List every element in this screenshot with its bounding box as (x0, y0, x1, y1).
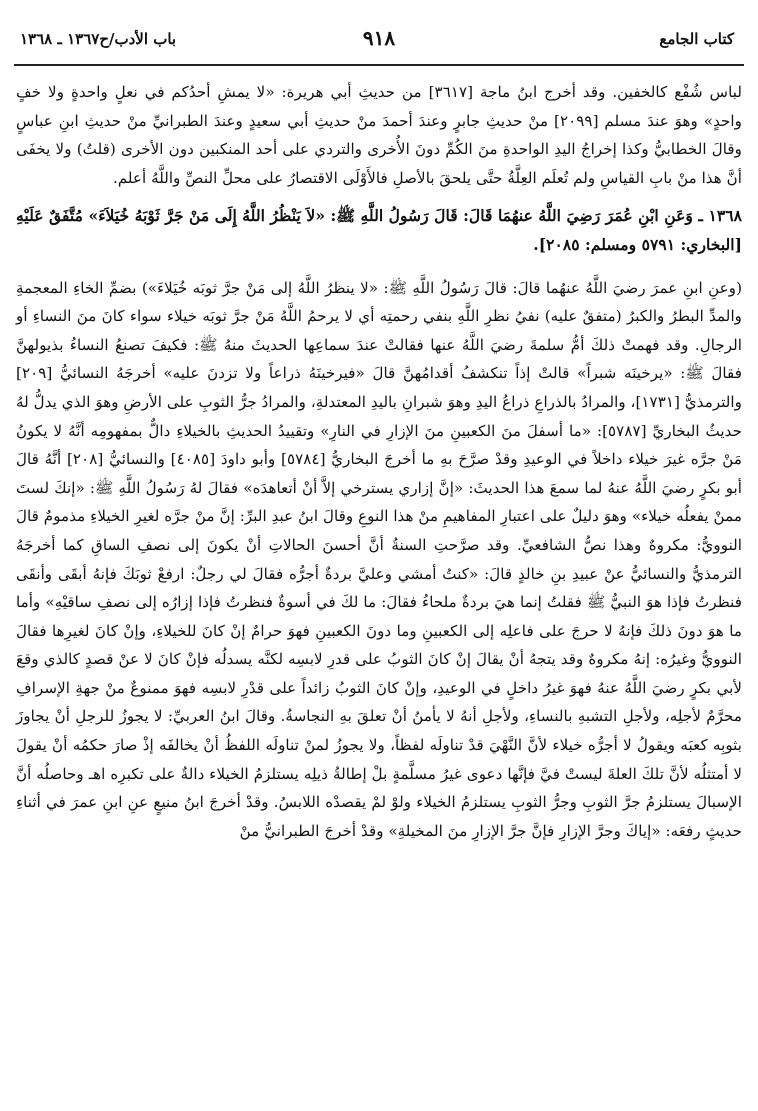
commentary-paragraph: لباس شُفْع كالخفين. وقد أخرج ابنُ ماجة [٣٦١٧] من حديثِ أبي هريرة: «لا يمشِ أحدُكم في نعلٍ واحدةٍ ولا خفٍ واحدٍ» وهوَ عندَ مسلم [٢٠٩٩] منْ حديثِ جابرٍ وعندَ أحمدَ منْ حديثِ أبي سعيدٍ وعندَ الطبرانيِّ منْ حديثِ ابنِ عباسٍ وقالَ الخطابيُّ وكذا إخراجُ اليدِ الواحدةِ منَ الكُمِّ دونَ الأُخرى والتردي على أحد المنكبين دون الأخرى (قلتُ) ولا يخفَى أنَّ هذا منْ بابِ القياسِ ولم تُعلَم العِلَّةُ حتَّى يلحقَ بالأصلِ فالأَوْلَى الاقتصارُ على محلِّ النصِّ واللَّهُ أعلم. (16, 83, 743, 187)
page-body (16, 78, 742, 1101)
hadith-number: ١٣٦٨ ـ (698, 206, 742, 226)
page-header (14, 22, 744, 64)
header-divider (14, 64, 744, 66)
page-number: ٩١٨ (362, 26, 396, 50)
commentary-paragraph: (وعنِ ابنِ عمرَ رضيَ اللَّهُ عنهُما قالَ: قالَ رَسُولُ اللَّهِ ﷺ: «لا ينظرُ اللَّهُ إلى مَنْ جرَّ ثوبَه خُيَلاءَ») بضمِّ الخاءِ المعجمةِ والمدِّ البطرُ والكبرُ (متفقٌ عليه) نفيُ نظرِ اللَّهِ بنفي رحمتِه أي لا يرحمُ اللَّهُ مَنْ جرَّ ثوبَه خيلاء سواء كانَ منَ النساءِ أو الرجالِ. وقد فهمتْ ذلكَ أمُّ سلمةَ رضيَ اللَّهُ عنها فقالتْ عندَ سماعِها الحديثَ منهُ ﷺ: فكيفَ تصنعُ النساءُ بذيولهنَّ فقالَ ﷺ: «يرخينَه شبراً» قالتْ إذاً تنكشفُ أقدامُهنَّ قالَ «فيرخينَهُ ذراعاً ولا تزدنَ عليه» أخرجَهُ النسائيُّ [٢٠٩] والترمذيُّ [١٧٣١]، والمرادُ بالذراعِ ذراعُ اليدِ وهوَ شبرانِ باليدِ المعتدلةِ، والمرادُ جرُّ الثوبِ على الأرضِ وهوَ الذي يدلُّ لهُ حديثُ البخاريِّ [٥٧٨٧]: «ما أسفلَ منَ الكعبينِ منَ الإزارِ في النارِ» وتقييدُ الحديثِ بالخيلاءِ دالٌّ بمفهومِه أنَّهُ لا يكونُ مَنْ جرَّه غيرَ خيلاء داخلاً في الوعيدِ وقدْ صرَّحَ بهِ ما أخرجَ البخاريُّ [٥٧٨٤] وأبو داودَ [٤٠٨٥] والنسائيُّ [٢٠٨] أنَّهُ قالَ أبو بكرٍ رضيَ اللَّهُ عنهُ لما سمعَ هذا الحديثَ: «إنَّ إزاري يسترخي إلاَّ أنْ أتعاهدَه» فقالَ لهُ رَسُولُ اللَّهِ ﷺ: «إنكَ لستَ ممنْ يفعلُه خيلاء» وهوَ دليلٌ على اعتبارِ المفاهيمِ منْ هذا النوعِ وقالَ ابنُ عبدِ البرِّ: إنَّ منْ جرَّه لغيرِ الخيلاءِ مذمومٌ قالَ النوويُّ: مكروهٌ وهذا نصُّ الشافعيِّ. وقد صرَّحتِ السنةُ أنَّ أحسنَ الحالاتِ أنْ يكونَ إلى نصفِ الساقِ كما أخرجَهُ الترمذيُّ والنسائيُّ عنْ عبيدِ بنِ خالدٍ قالَ: «كنتُ أمشي وعليَّ بردةٌ أجرُّه فقالَ لي رجلٌ: ارفعْ ثوبَكَ فإنهُ أبقَى وأنقَى فنظرتُ فإذا هوَ النبيُّ ﷺ فقلتُ إنما هيَ بردةٌ ملحاءُ فقالَ: ما لكَ في أسوةٌ فنظرتُ فإذا إزارُه إلى نصفِ ساقيْهِ» وأما ما هوَ دونَ ذلكَ فإنهُ لا حرجَ على فاعلِه إلى الكعبينِ وما دونَ الكعبينِ فهوَ حرامٌ إنْ كانَ للخيلاءِ، وإنْ كانَ لغيرِها فقالَ النوويُّ وغيرُه: إنهُ مكروهٌ وقد يتجهُ أنْ يقالَ إنْ كانَ الثوبُ على قدرِ لابسِه لكنَّه يسدلُه فإنْ كانَ لا عنْ قصدٍ كالذي وقعَ لأبي بكرٍ رضيَ اللَّهُ عنهُ فهوَ غيرُ داخلٍ في الوعيدِ، وإنْ كانَ الثوبُ زائداً على قدْرِ لابسِه فهوَ ممنوعٌ منْ جهةِ الإسرافِ محرَّمٌ لأجلِه، ولأجلِ التشبهِ بالنساءِ، ولأجلِ أنهُ لا يأمنُ أنْ تعلقَ بهِ النجاسةُ. وقالَ ابنُ العربيِّ: لا يجوزُ للرجلِ أنْ يجاوزَ بثوبِه كعبَه ويقولُ لا أجرُّه خيلاء لأنَّ النَّهْيَ قدْ تناولَه لفظاً، ولا يجوزُ لمنْ تناولَه اللفظُ أنْ يخالفَه إذْ صارَ حكمُه أنْ يقولَ لا أمتثلُه لأنَّ تلكَ العلةَ ليستْ فيَّ فإنَّها دعوى غيرُ مسلَّمةٍ بلْ إطالةُ ذيلِه يستلزمُ الخيلاء دالةٌ على تكبرِه اهـ وحاصلُه أنَّ الإسبالَ يستلزمُ جرَّ الثوبِ وجرُّ الثوبِ يستلزمُ الخيلاء ولوْ لمْ يقصدْه اللابسُ. وقدْ أخرجَ ابنُ منيعٍ عنِ ابنِ عمرَ في أثناءِ حديثٍ رفعَه: «إياكَ وجرَّ الإزارِ فإنَّ جرَّ الإزارِ منَ المخيلةِ» وقدْ أخرجَ الطبرانيُّ منْ (16, 278, 742, 840)
chapter-range: باب الأدب/ح١٣٦٧ ـ ١٣٦٨ (20, 30, 177, 48)
hadith-text: وَعَنِ ابْنِ عُمَرَ رَضِيَ اللَّهُ عنهُمَا قَالَ: قَالَ رَسُولُ اللَّهِ ﷺ: «لاَ يَنْظُرُ اللَّهُ إِلَى مَنْ جَرَّ ثَوْبَهُ خُيَلاَءَ» مُتَّفَقٌ عَلَيْهِ [البخاري: ٥٧٩١ ومسلم: ٢٠٨٥]. (16, 206, 742, 254)
book-title: كتاب الجامع (659, 30, 734, 48)
hadith-paragraph (16, 202, 742, 259)
